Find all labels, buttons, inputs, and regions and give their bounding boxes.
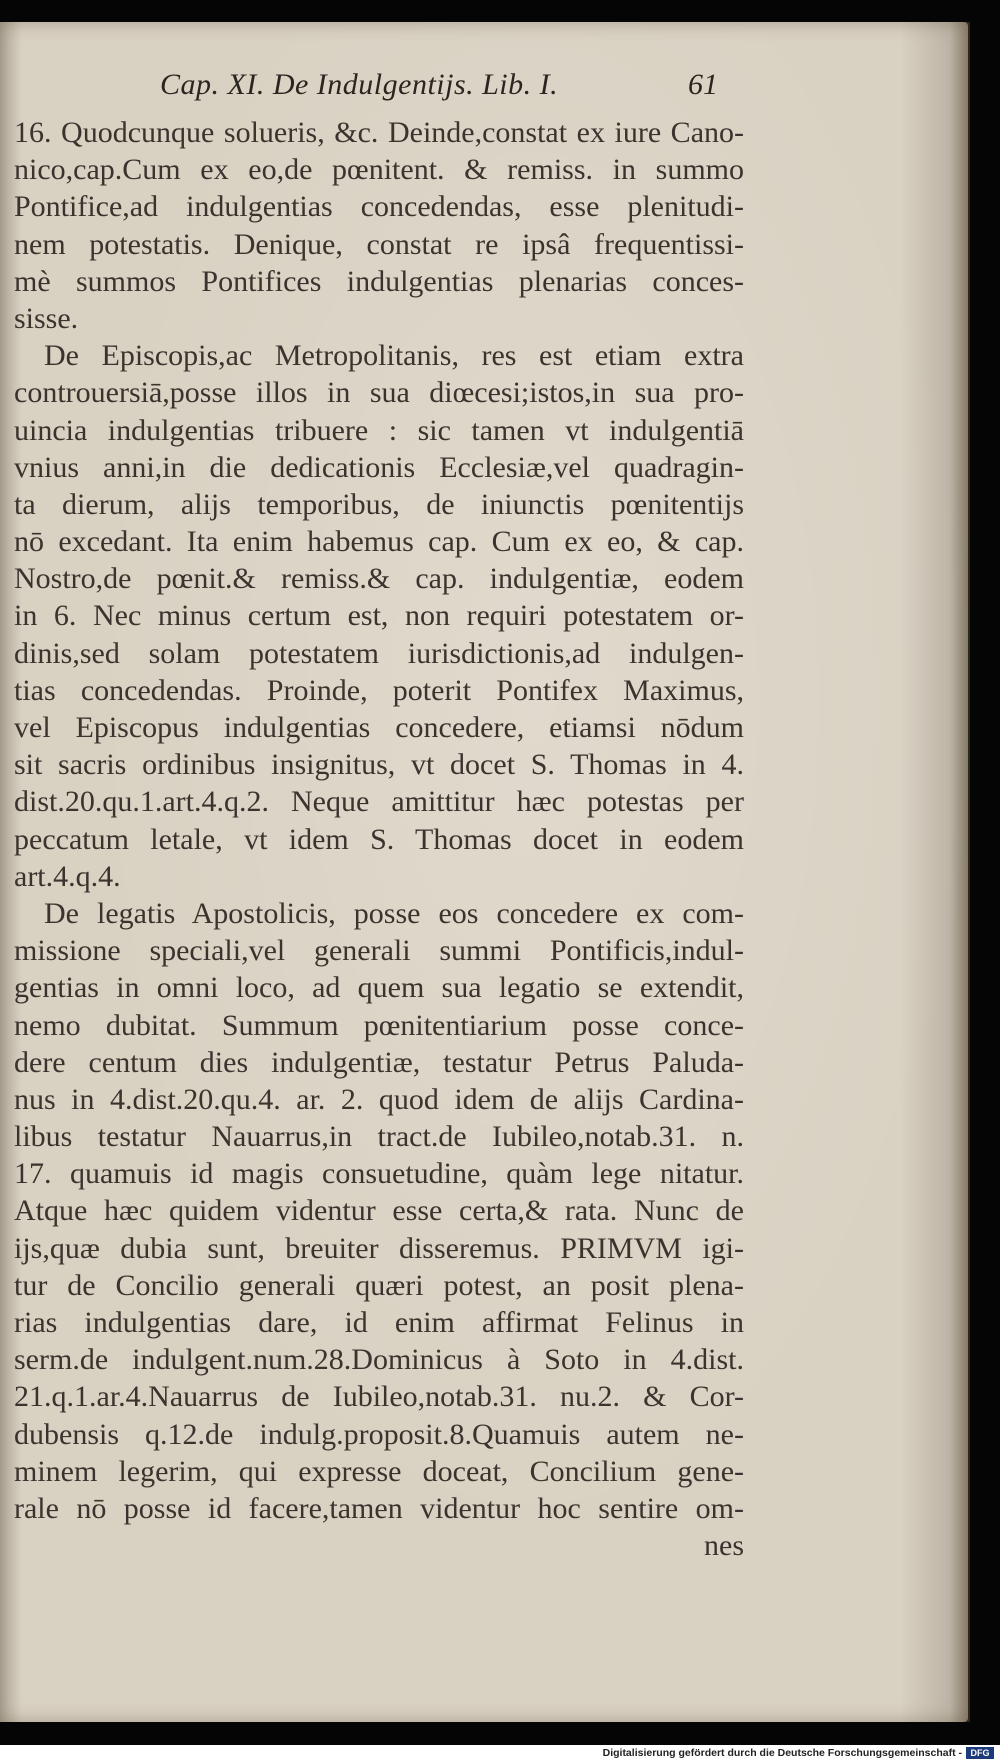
text-line: minem legerim, qui expresse doceat, Concilium gene- (14, 1454, 744, 1488)
text-line: 16. Quodcunque solueris, &c. Deinde,constat ex iure Cano- (14, 116, 744, 149)
text-line: serm.de indulgent.num.28.Dominicus à Soto in 4.dist. (14, 1343, 744, 1377)
paragraph-start-line: De Episcopis,ac Metropolitanis, res est etiam extra (44, 339, 744, 373)
paragraph-start-line: De legatis Apostolicis, posse eos concedere ex com- (44, 896, 744, 930)
text-line: Pontifice,ad indulgentias concedendas, esse plenitudi- (14, 190, 744, 224)
running-head: Cap. XI. De Indulgentijs. Lib. I. (160, 68, 559, 101)
text-line: vnius anni,in die dedicationis Ecclesiæ,vel quadragin- (14, 450, 744, 484)
text-line: sisse. (14, 301, 79, 335)
text-line: dist.20.qu.1.art.4.q.2. Neque amittitur hæc potestas per (14, 785, 744, 819)
text-line: mè summos Pontifices indulgentias plenarias conces- (14, 264, 744, 298)
text-line: Nostro,de pœnit.& remiss.& cap. indulgentiæ, eodem (14, 562, 744, 596)
text-line: nō excedant. Ita enim habemus cap. Cum ex eo, & cap. (14, 525, 744, 559)
text-line: Atque hæc quidem videntur esse certa,& rata. Nunc de (14, 1194, 744, 1228)
text-line: ijs,quæ dubia sunt, breuiter disseremus. PRIMVM igi- (14, 1231, 744, 1265)
text-line: dinis,sed solam potestatem iurisdictionis,ad indulgen- (14, 636, 744, 670)
page-edge-shadow (950, 22, 970, 1722)
text-line: art.4.q.4. (14, 859, 121, 893)
text-line: ta dierum, alijs temporibus, de iniunctis pœnitentijs (14, 487, 744, 521)
text-line: libus testatur Nauarrus,in tract.de Iubileo,notab.31. n. (14, 1120, 744, 1154)
text-line: rale nō posse id facere,tamen videntur hoc sentire om- (14, 1491, 744, 1525)
catchword: nes (704, 1529, 744, 1563)
text-line: dere centum dies indulgentiæ, testatur Petrus Paluda- (14, 1045, 744, 1079)
text-line: sit sacris ordinibus insignitus, vt docet S. Thomas in 4. (14, 748, 744, 782)
text-line: rias indulgentias dare, id enim affirmat Felinus in (14, 1306, 744, 1339)
dfg-logo: DFG (966, 1747, 994, 1759)
text-line: peccatum letale, vt idem S. Thomas docet in eodem (14, 822, 744, 856)
text-line: nemo dubitat. Summum pœnitentiarium posse conce- (14, 1008, 744, 1042)
text-line: nus in 4.dist.20.qu.4. ar. 2. quod idem de alijs Cardina- (14, 1082, 744, 1116)
body-text (14, 114, 744, 1564)
text-line: nem potestatis. Denique, constat re ipsâ frequentissi- (14, 227, 744, 261)
digitization-credit: Digitalisierung gefördert durch die Deutsche Forschungsgemeinschaft - (602, 1747, 962, 1759)
text-line: 17. quamuis id magis consuetudine, quàm lege nitatur. (14, 1157, 744, 1191)
text-line: uincia indulgentias tribuere : sic tamen vt indulgentiā (14, 413, 744, 447)
text-line: controuersiā,posse illos in sua diœcesi;istos,in sua pro- (14, 376, 744, 410)
page-number: 61 (688, 68, 718, 101)
text-line: 21.q.1.ar.4.Nauarrus de Iubileo,notab.31. nu.2. & Cor- (14, 1380, 744, 1414)
text-line: dubensis q.12.de indulg.proposit.8.Quamuis autem ne- (14, 1417, 744, 1451)
text-line: gentias in omni loco, ad quem sua legatio se extendit, (14, 971, 744, 1005)
text-line: nico,cap.Cum ex eo,de pœnitent. & remiss. in summo (14, 153, 744, 187)
text-line: in 6. Nec minus certum est, non requiri potestatem or- (14, 599, 744, 633)
text-line: tur de Concilio generali quæri potest, an posit plena- (14, 1268, 744, 1302)
text-line: vel Episcopus indulgentias concedere, etiamsi nōdum (14, 711, 744, 744)
text-line: tias concedendas. Proinde, poterit Pontifex Maximus, (14, 673, 744, 707)
text-line: missione speciali,vel generali summi Pontificis,indul- (14, 934, 744, 968)
